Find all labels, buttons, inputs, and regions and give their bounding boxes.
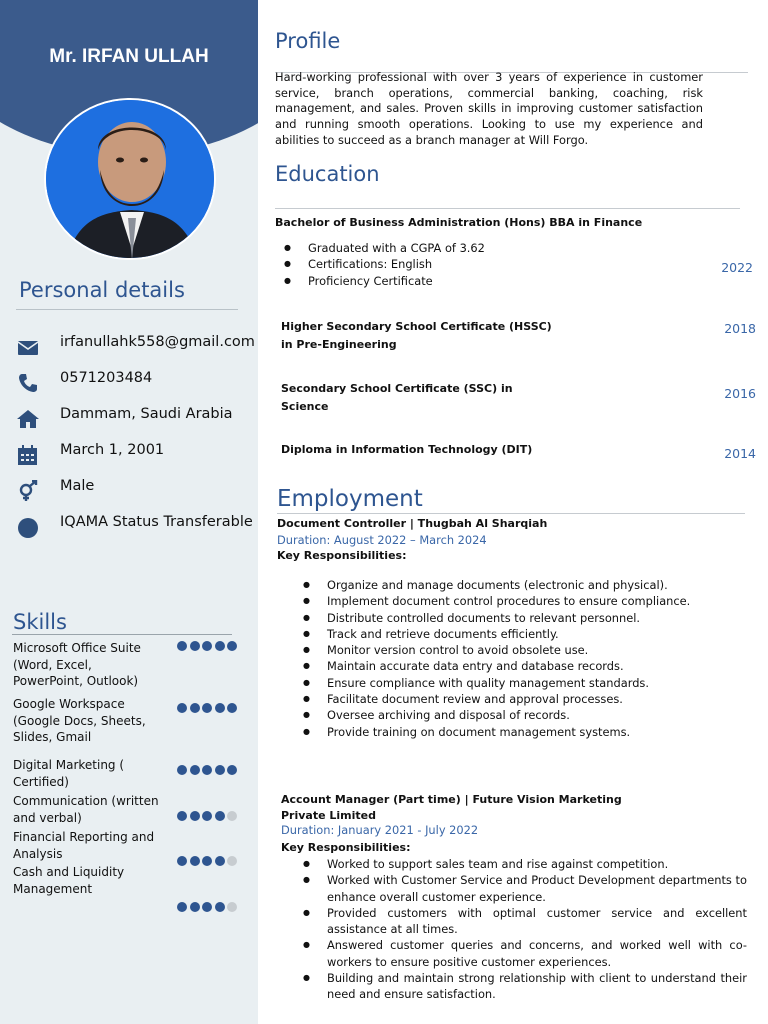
- list-item: ● Track and retrieve documents efficiently.: [301, 626, 731, 642]
- rating-dot-filled: [177, 703, 187, 713]
- employment-heading: Employment: [277, 486, 423, 512]
- phone-row: [0, 370, 258, 394]
- rating-dot-filled: [202, 811, 212, 821]
- education-year: 2016: [724, 386, 756, 401]
- rating-dot-empty: [227, 856, 237, 866]
- job-title: Document Controller | Thugbah Al Sharqiah: [277, 517, 548, 530]
- list-item: ● Implement document control procedures to ensure compliance.: [301, 593, 731, 609]
- rating-dot-filled: [215, 641, 225, 651]
- list-item: ● Oversee archiving and disposal of records.: [301, 707, 731, 723]
- skill-rating: [177, 811, 247, 821]
- rating-dot-filled: [177, 641, 187, 651]
- phone-text: 0571203484: [60, 370, 153, 386]
- gender-row: [0, 478, 258, 502]
- list-item: ● Certifications: English: [282, 256, 485, 272]
- email-text: irfanullahk558@gmail.com: [60, 334, 255, 350]
- skill-name: Financial Reporting and Analysis: [13, 830, 155, 861]
- list-item: ● Maintain accurate data entry and database records.: [301, 658, 731, 674]
- rating-dot-filled: [227, 703, 237, 713]
- calendar-icon: [17, 444, 39, 466]
- list-item: ● Worked with Customer Service and Product Development departments to enhance overall customer experience.: [301, 872, 747, 905]
- skill-name: Microsoft Office Suite (Word, Excel, PowerPoint, Outlook): [13, 641, 141, 688]
- rating-dot-filled: [215, 703, 225, 713]
- skill-rating: [177, 641, 247, 651]
- personal-details-heading: Personal details: [19, 278, 185, 302]
- envelope-icon: [17, 336, 39, 358]
- rating-dot-filled: [202, 641, 212, 651]
- skills-heading: Skills: [13, 610, 67, 634]
- iqama-text: IQAMA Status Transferable: [60, 514, 253, 530]
- job-duration: Duration: August 2022 – March 2024: [277, 533, 487, 547]
- skill-name: Cash and Liquidity Management: [13, 865, 125, 896]
- education-heading: Education: [275, 162, 380, 186]
- list-item: ● Monitor version control to avoid obsolete use.: [301, 642, 731, 658]
- skill-name: Google Workspace (Google Docs, Sheets, Slides, Gmail: [13, 697, 146, 744]
- job-bullets: [301, 577, 731, 740]
- education-title: Diploma in Information Technology (DIT): [281, 443, 533, 456]
- responsibilities-label: Key Responsibilities:: [281, 841, 411, 854]
- location-text: Dammam, Saudi Arabia: [60, 406, 233, 422]
- list-item: ● Organize and manage documents (electronic and physical).: [301, 577, 731, 593]
- email-row: [0, 334, 258, 358]
- responsibilities-label: Key Responsibilities:: [277, 549, 407, 562]
- rating-dot-empty: [227, 811, 237, 821]
- sidebar: [0, 0, 258, 1024]
- education-year: 2018: [724, 321, 756, 336]
- divider: [277, 513, 745, 514]
- education-year: 2022: [721, 260, 753, 275]
- list-item: ● Worked to support sales team and rise against competition.: [301, 856, 747, 872]
- badge-icon: [17, 516, 39, 538]
- rating-dot-filled: [190, 856, 200, 866]
- education-year: 2014: [724, 446, 756, 461]
- home-icon: [17, 408, 39, 430]
- rating-dot-filled: [202, 765, 212, 775]
- job-bullets: [301, 856, 747, 1003]
- list-item: ● Ensure compliance with quality management standards.: [301, 675, 731, 691]
- rating-dot-filled: [202, 703, 212, 713]
- rating-dot-filled: [190, 641, 200, 651]
- rating-dot-filled: [202, 902, 212, 912]
- skill-rating: [177, 765, 247, 775]
- rating-dot-filled: [190, 765, 200, 775]
- rating-dot-filled: [215, 902, 225, 912]
- job-title: Account Manager (Part time) | Future Vision Marketing Private Limited: [281, 793, 622, 822]
- rating-dot-empty: [227, 902, 237, 912]
- skill-rating: [177, 703, 247, 713]
- rating-dot-filled: [190, 902, 200, 912]
- rating-dot-filled: [177, 856, 187, 866]
- profile-text: Hard-working professional with over 3 years of experience in customer service, branch operations, commercial banking, coaching, risk management, and sales. Proven skills in improving customer satisfaction and running smooth operations. Looking to use my experience and abilities to succeed as a branch manager at Will Forgo.: [275, 70, 703, 147]
- rating-dot-filled: [215, 765, 225, 775]
- profile-heading: Profile: [275, 29, 341, 53]
- rating-dot-filled: [227, 765, 237, 775]
- rating-dot-filled: [227, 641, 237, 651]
- divider: [12, 634, 232, 635]
- list-item: ● Distribute controlled documents to relevant personnel.: [301, 610, 731, 626]
- list-item: ● Building and maintain strong relationship with client to understand their need and ensure satisfaction.: [301, 970, 747, 1003]
- rating-dot-filled: [190, 811, 200, 821]
- profile-photo: [44, 98, 216, 260]
- birthdate-text: March 1, 2001: [60, 442, 165, 458]
- rating-dot-filled: [177, 902, 187, 912]
- list-item: ● Provide training on document management systems.: [301, 724, 731, 740]
- iqama-row: [0, 514, 258, 538]
- list-item: ● Proficiency Certificate: [282, 273, 485, 289]
- list-item: ● Answered customer queries and concerns, and worked well with co-workers to ensure positive customer experiences.: [301, 937, 747, 970]
- rating-dot-filled: [177, 811, 187, 821]
- list-item: ● Facilitate document review and approval processes.: [301, 691, 731, 707]
- rating-dot-filled: [215, 856, 225, 866]
- list-item: ● Provided customers with optimal customer service and excellent assistance at all times.: [301, 905, 747, 938]
- rating-dot-filled: [215, 811, 225, 821]
- job-duration: Duration: January 2021 - July 2022: [281, 823, 479, 837]
- divider: [16, 309, 238, 310]
- candidate-name: Mr. IRFAN ULLAH: [49, 46, 209, 67]
- gender-icon: [17, 480, 39, 502]
- education-bullets: [282, 240, 485, 289]
- skill-rating: [177, 856, 247, 866]
- skill-rating: [177, 902, 247, 912]
- location-row: [0, 406, 258, 430]
- skill-name: Digital Marketing ( Certified): [13, 758, 125, 789]
- phone-icon: [17, 372, 39, 394]
- birthdate-row: [0, 442, 258, 466]
- rating-dot-filled: [190, 703, 200, 713]
- skill-name: Communication (written and verbal): [13, 794, 159, 825]
- divider: [275, 208, 740, 209]
- rating-dot-filled: [177, 765, 187, 775]
- list-item: ● Graduated with a CGPA of 3.62: [282, 240, 485, 256]
- education-title: Higher Secondary School Certificate (HSSC) in Pre-Engineering: [281, 320, 552, 351]
- rating-dot-filled: [202, 856, 212, 866]
- gender-text: Male: [60, 478, 95, 494]
- education-title: Secondary School Certificate (SSC) in Science: [281, 382, 513, 413]
- education-title: Bachelor of Business Administration (Hons) BBA in Finance: [275, 216, 643, 229]
